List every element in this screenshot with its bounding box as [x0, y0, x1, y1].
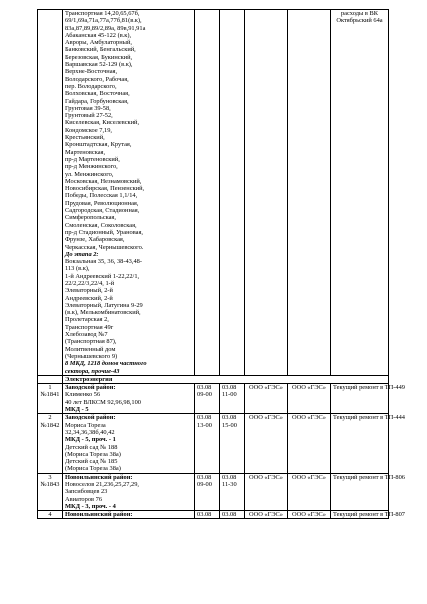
address-cell — [63, 473, 195, 510]
address-line: пр-д Менжинского, — [65, 163, 118, 171]
reason-line: Текущий ремонт в ТП-444 — [333, 414, 405, 422]
end-cell — [220, 473, 245, 510]
start-time: 09-00 — [197, 481, 212, 488]
address-line: Симферопольская, — [65, 214, 116, 222]
row-number: 1 — [48, 384, 52, 392]
address-line: 40 лет ВЛКСМ 92,96,98,100 — [65, 398, 141, 406]
reason-cell — [331, 414, 405, 473]
org-cell — [245, 414, 288, 473]
end-time: 03.08 — [222, 384, 237, 392]
address-line: ул. Менжинского, — [65, 170, 114, 178]
org-cell — [245, 384, 288, 414]
stage-label: До этапа 2: — [65, 250, 99, 258]
address-line: Варшавская 52-129 (в.к), — [65, 61, 133, 69]
org-cell — [245, 473, 288, 510]
district-label: Заводской район: — [65, 414, 116, 422]
org-cell — [288, 10, 331, 376]
row-number: №1842 — [40, 421, 60, 429]
address-line: Кондомское 7,19, — [65, 126, 113, 134]
section-title: Электроэнергия — [63, 375, 389, 383]
address-line: (Мориса Тореза 38а) — [65, 450, 121, 458]
start-cell — [195, 10, 220, 376]
address-line: пер. Володарского, — [65, 82, 117, 90]
end-time: 03.08 — [222, 473, 237, 481]
summary-line: сектора, прочие-43 — [65, 367, 120, 375]
address-line: (Чернышевского 9) — [65, 352, 118, 360]
address-line: Мориса Тореза — [65, 421, 106, 429]
start-time: 13-00 — [197, 421, 212, 429]
reason-line: Текущий ремонт в ТП-807 — [333, 511, 405, 519]
address-line: Детский сад № 185 — [65, 458, 118, 466]
address-line: Крестьянский, — [65, 134, 105, 142]
address-line: Прудовая, Революционная, — [65, 199, 139, 207]
row-number-cell — [38, 511, 63, 519]
table-row — [38, 10, 389, 376]
row-number-cell — [38, 10, 63, 376]
address-line: Пролетарская 2, — [65, 316, 109, 324]
address-line: Грунтовая 39-58, — [65, 104, 111, 112]
organization: ООО «ГЭС» — [248, 414, 283, 422]
address-line: Победы, Полесская 1,1/14, — [65, 192, 138, 200]
address-line: Черкасская, Чернышевского. — [65, 243, 144, 251]
address-cell — [63, 10, 195, 376]
start-cell — [195, 384, 220, 414]
row-number-cell — [38, 384, 63, 414]
address-line: Волховская, Восточная, — [65, 90, 130, 98]
address-line: Абаканская 45-122 (в.к), — [65, 31, 132, 39]
summary-line: МКД - 3, проч. - 4 — [65, 502, 116, 510]
start-cell — [195, 473, 220, 510]
end-cell — [220, 511, 245, 519]
address-line: 32,34,36,38б,40,42 — [65, 428, 115, 436]
address-line: Банковский, Бенгальский, — [65, 46, 136, 54]
reason-line: Октябрьский 64а — [336, 17, 383, 25]
start-time: 03.08 — [197, 473, 212, 481]
table-row — [38, 473, 389, 510]
reason-cell — [331, 473, 405, 510]
start-cell — [195, 414, 220, 473]
address-line: Грунтовый 27-52, — [65, 112, 113, 120]
org-cell — [288, 511, 331, 519]
address-line: Гайдара, Горбуновская, — [65, 97, 129, 105]
end-cell — [220, 384, 245, 414]
section-row — [38, 375, 389, 383]
address-line: Володарского, Рабочая, — [65, 75, 129, 83]
address-line: 113 (в.к), — [65, 265, 90, 273]
row-number-cell — [38, 414, 63, 473]
address-line: Киселевская, Киселевский, — [65, 119, 140, 127]
org-cell — [288, 414, 331, 473]
start-time: 03.08 — [197, 511, 212, 519]
row-number: №1843 — [40, 481, 60, 488]
address-line: Новоселов 21,236,25,27,29, — [65, 481, 140, 488]
address-line: Садгородская, Стадионная, — [65, 207, 140, 215]
address-cell — [63, 384, 195, 414]
org-cell — [288, 384, 331, 414]
address-line: 83а,87,89,89/2,89а, 89в,91,91а — [65, 24, 146, 32]
address-line: пр-д Мартеновский, — [65, 155, 120, 163]
address-line: Новосибирская, Пензенский, — [65, 185, 145, 193]
address-line: Транспортная 14,20,65,67б, — [65, 10, 140, 17]
address-line: (Мориса Тореза 38а) — [65, 465, 121, 473]
outage-table — [37, 9, 405, 519]
end-time: 11-00 — [222, 391, 237, 399]
reason-cell — [331, 10, 389, 376]
address-line: Андреевский, 2-й — [65, 294, 113, 302]
row-number: 4 — [48, 511, 52, 519]
address-line: Клименко 56 — [65, 391, 101, 399]
address-line: Вокзальная 35, 36, 38-43,48- — [65, 258, 142, 266]
row-number: 2 — [48, 414, 52, 422]
organization: ООО «ГЭС» — [291, 384, 326, 392]
summary-line: 8 МКД, 1218 домов частного — [65, 360, 147, 368]
organization: ООО «ГЭС» — [248, 384, 283, 392]
table-row — [38, 511, 389, 519]
address-line: Авиаторов 76 — [65, 495, 103, 503]
address-line: Транспортная 49г — [65, 323, 114, 331]
address-line: (Транспортная 87), — [65, 338, 117, 346]
start-cell — [195, 511, 220, 519]
start-time: 03.08 — [197, 414, 212, 422]
reason-line: расходы в ВК — [340, 10, 379, 17]
address-line: Фрунзе, Хабаровская, — [65, 236, 125, 244]
organization: ООО «ГЭС» — [291, 414, 326, 422]
reason-cell — [331, 511, 405, 519]
reason-cell — [331, 384, 405, 414]
district-label: Новоильинский район: — [65, 511, 133, 519]
organization: ООО «ГЭС» — [291, 511, 326, 519]
organization: ООО «ГЭС» — [291, 473, 326, 481]
end-cell — [220, 10, 245, 376]
address-line: Московская, Незнамовский, — [65, 177, 142, 185]
address-line: 22/2,22/3,22/4, 1-й — [65, 279, 115, 287]
address-line: Молитвенный дом — [65, 345, 116, 353]
address-cell — [63, 414, 195, 473]
reason-line: Текущий ремонт в ТП-449 — [333, 384, 405, 392]
org-cell — [245, 511, 288, 519]
address-line: пр-д Стадионный, Урановая, — [65, 228, 144, 236]
start-time: 03.08 — [197, 384, 212, 392]
district-label: Заводской район: — [65, 384, 116, 392]
address-line: Элеваторный, 2-й — [65, 287, 113, 295]
address-line: 1-й Андреевский 1-22,22/1, — [65, 272, 140, 280]
address-line: Запсибовцев 23 — [65, 488, 108, 496]
address-line: 69/1,69а,71а,77а,77б,81(в.к), — [65, 17, 142, 25]
end-time: 11-30 — [222, 481, 237, 488]
address-line: Детский сад № 188 — [65, 443, 118, 451]
end-time: 03.08 — [222, 511, 237, 519]
summary-line: МКД - 5 — [65, 406, 89, 414]
address-line: Хлебозавод №7 — [65, 331, 108, 339]
row-number-cell — [38, 473, 63, 510]
address-line: Мартеновская, — [65, 148, 106, 156]
organization: ООО «ГЭС» — [248, 511, 283, 519]
org-cell — [288, 473, 331, 510]
end-cell — [220, 414, 245, 473]
end-time: 15-00 — [222, 421, 237, 429]
address-line: Смоленская, Соколовская, — [65, 221, 137, 229]
district-label: Новоильинский район: — [65, 473, 133, 481]
summary-line: МКД - 5, проч. - 1 — [65, 436, 116, 444]
address-line: Авроры, Амбулаторный, — [65, 39, 132, 47]
start-time: 09-00 — [197, 391, 212, 399]
end-time: 03.08 — [222, 414, 237, 422]
row-number: 3 — [48, 473, 52, 481]
org-cell — [245, 10, 288, 376]
table-row — [38, 414, 389, 473]
organization: ООО «ГЭС» — [248, 473, 283, 481]
row-number: №1841 — [40, 391, 60, 399]
address-line: Березовская, Букинский, — [65, 53, 133, 61]
address-cell — [63, 511, 195, 519]
table-row — [38, 384, 389, 414]
address-line: Верхне-Восточная, — [65, 68, 118, 76]
address-line: (в.к), Мелькомбинатовский, — [65, 309, 141, 317]
reason-line: Текущий ремонт в ТП-806 — [333, 473, 405, 481]
address-line: Кронштадтская, Крутая, — [65, 141, 132, 149]
address-line: Элеваторный, Латугина 9-29 — [65, 301, 143, 309]
